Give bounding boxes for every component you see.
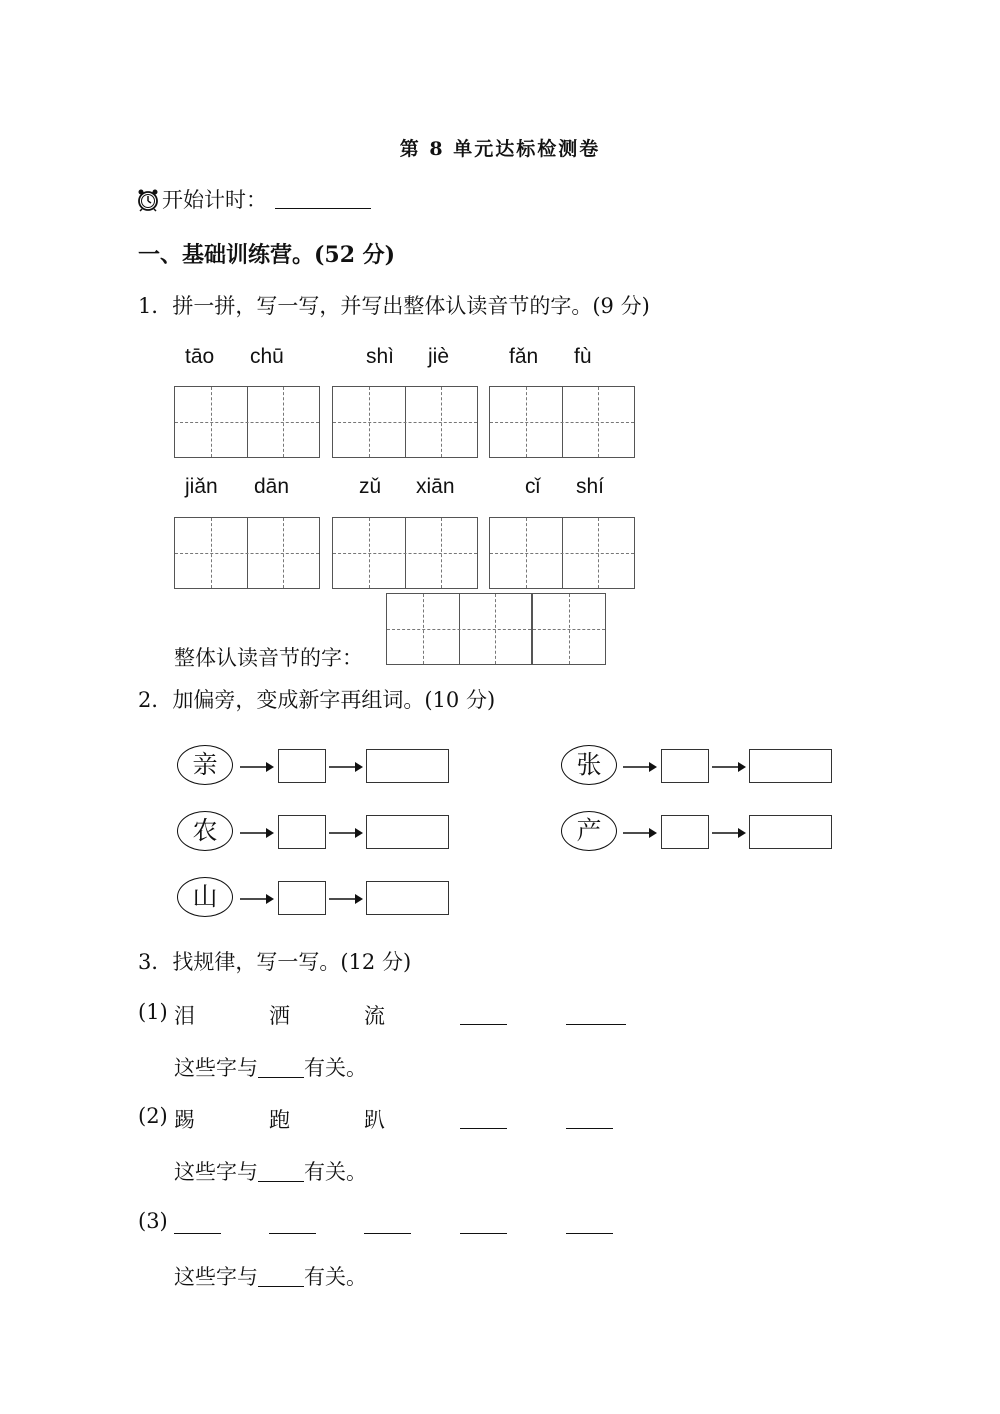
new-character-box[interactable]: [278, 815, 326, 849]
pinyin: tāo: [185, 345, 215, 368]
writing-grid[interactable]: [386, 593, 532, 665]
pinyin: chū: [250, 345, 284, 368]
answer-blank[interactable]: [174, 1213, 221, 1238]
base-character: 亲: [177, 745, 233, 785]
word-box[interactable]: [749, 815, 832, 849]
arrow-icon: [240, 761, 274, 773]
arrow-icon: [240, 827, 274, 839]
writing-grid[interactable]: [332, 386, 478, 458]
base-character: 张: [561, 745, 617, 785]
question-1-prompt: 1．拼一拼，写一写，并写出整体认读音节的字。(9 分): [138, 294, 650, 318]
relation-sentence: [174, 1156, 367, 1186]
pinyin: zǔ: [359, 475, 382, 498]
question-2-prompt: 2．加偏旁，变成新字再组词。(10 分): [138, 688, 496, 712]
base-character: 山: [177, 877, 233, 917]
relation-prefix: 这些字与: [174, 1056, 258, 1080]
base-character: 农: [177, 811, 233, 851]
relation-sentence: [174, 1261, 367, 1291]
arrow-icon: [329, 893, 363, 905]
relation-blank[interactable]: [258, 1266, 304, 1287]
word-box[interactable]: [366, 881, 449, 915]
timer-line: [136, 184, 371, 214]
writing-grid[interactable]: [332, 517, 478, 589]
pinyin: fù: [574, 345, 592, 368]
timer-label: 开始计时：: [162, 188, 267, 212]
word-box[interactable]: [749, 749, 832, 783]
new-character-box[interactable]: [278, 749, 326, 783]
pattern-character: 趴: [364, 1108, 385, 1132]
pattern-character: 洒: [269, 1004, 290, 1028]
writing-grid[interactable]: [174, 386, 320, 458]
new-character-box[interactable]: [661, 815, 709, 849]
pinyin: jiǎn: [185, 475, 218, 498]
answer-blank[interactable]: [566, 1213, 613, 1238]
arrow-icon: [329, 827, 363, 839]
relation-suffix: 有关。: [304, 1056, 367, 1080]
answer-blank[interactable]: [364, 1213, 411, 1238]
arrow-icon: [712, 827, 746, 839]
page-title: 第 8 单元达标检测卷: [399, 138, 601, 160]
pinyin: fǎn: [509, 345, 539, 368]
pattern-character: 泪: [174, 1004, 195, 1028]
answer-blank[interactable]: [460, 1004, 507, 1029]
pinyin: cǐ: [525, 475, 541, 498]
pattern-character: 跑: [269, 1108, 290, 1132]
relation-prefix: 这些字与: [174, 1265, 258, 1289]
writing-grid[interactable]: [532, 593, 606, 665]
word-box[interactable]: [366, 815, 449, 849]
arrow-icon: [712, 761, 746, 773]
arrow-icon: [240, 893, 274, 905]
base-character: 产: [561, 811, 617, 851]
writing-grid[interactable]: [174, 517, 320, 589]
pinyin: jiè: [428, 345, 450, 368]
pinyin: dān: [254, 475, 290, 498]
timer-blank[interactable]: [275, 188, 371, 209]
pinyin: shì: [366, 345, 395, 368]
pattern-character: 踢: [174, 1108, 195, 1132]
arrow-icon: [329, 761, 363, 773]
whole-syllable-label: 整体认读音节的字：: [174, 646, 363, 670]
writing-grid[interactable]: [489, 517, 635, 589]
pattern-character: 流: [364, 1004, 385, 1028]
relation-suffix: 有关。: [304, 1265, 367, 1289]
arrow-icon: [623, 827, 657, 839]
new-character-box[interactable]: [278, 881, 326, 915]
answer-blank[interactable]: [566, 1108, 613, 1133]
answer-blank[interactable]: [460, 1108, 507, 1133]
answer-blank[interactable]: [566, 1004, 626, 1029]
new-character-box[interactable]: [661, 749, 709, 783]
writing-grid[interactable]: [489, 386, 635, 458]
alarm-clock-icon: [136, 188, 160, 212]
item-number: (1): [138, 1000, 168, 1024]
answer-blank[interactable]: [269, 1213, 316, 1238]
item-number: (2): [138, 1104, 168, 1128]
relation-blank[interactable]: [258, 1161, 304, 1182]
relation-prefix: 这些字与: [174, 1160, 258, 1184]
relation-suffix: 有关。: [304, 1160, 367, 1184]
relation-blank[interactable]: [258, 1057, 304, 1078]
arrow-icon: [623, 761, 657, 773]
answer-blank[interactable]: [460, 1213, 507, 1238]
pinyin: shí: [576, 475, 605, 498]
pinyin: xiān: [416, 475, 455, 498]
question-3-prompt: 3．找规律，写一写。(12 分): [138, 950, 412, 974]
section-heading: 一、基础训练营。(52 分): [138, 242, 396, 268]
relation-sentence: [174, 1052, 367, 1082]
word-box[interactable]: [366, 749, 449, 783]
item-number: (3): [138, 1209, 168, 1233]
